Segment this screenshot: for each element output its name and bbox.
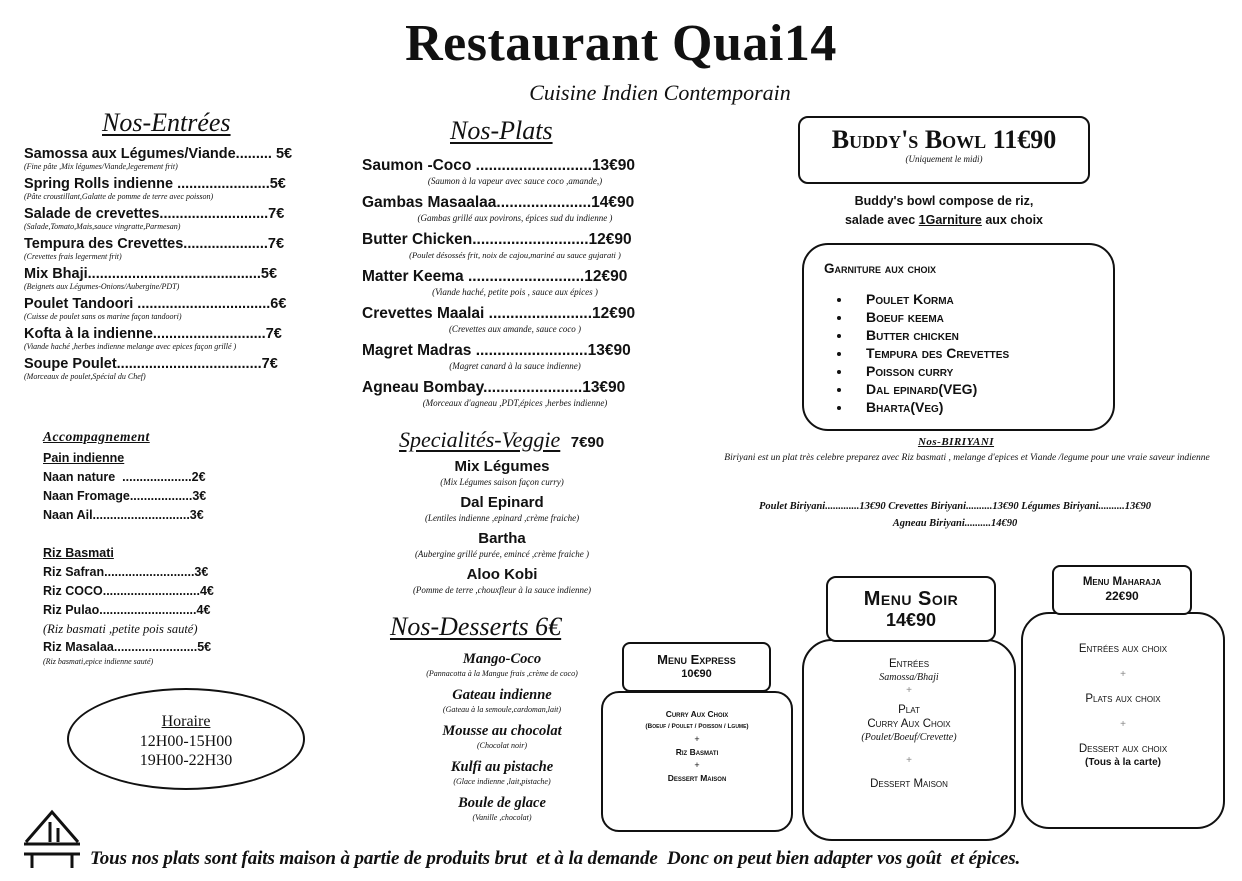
list-item: Mix Bhaji...........................................5€ (Beignets aux Légumes-Onions/Aubergine/PDT) <box>24 266 278 291</box>
list-item: Tempura des Crevettes.....................7€ (Crevettes frais legerment frit) <box>24 236 285 261</box>
menu-maharaja-title: Menu Maharaja <box>1082 576 1162 588</box>
buddy-bowl-title: Buddy's Bowl 11€90 <box>831 125 1057 154</box>
list-item: Kofta à la indienne............................7€ (Viande haché ,herbes indienne melange avec epices façon grillé ) <box>24 326 282 351</box>
list-item: • Boeuf keema <box>852 308 1113 326</box>
menu-soir-price: 14€90 <box>885 610 937 630</box>
menu-soir-l6: Dessert Maison <box>870 778 948 790</box>
menu-soir-l1: Entrées <box>888 658 930 670</box>
restaurant-subtitle: Cuisine Indien Contemporain <box>529 80 791 105</box>
garniture-list <box>804 290 1113 416</box>
list-item: Gateau indienne (Gateau à la semoule,cardoman,lait) <box>442 687 562 714</box>
restaurant-title: Restaurant Quai14 <box>405 15 837 72</box>
veggie-header <box>399 427 604 453</box>
menu-maharaja-header <box>1052 565 1192 615</box>
list-item: Mousse au chocolat (Chocolat noir) <box>442 723 562 750</box>
list-item: Crevettes Maalai ........................12€90 (Crevettes aux amande, sauce coco ) <box>362 305 636 334</box>
garniture-heading: Garniture aux choix <box>824 261 937 276</box>
horaire-line1: 12H00-15H00 <box>139 733 233 750</box>
entrees-heading: Nos-Entrées <box>102 108 231 137</box>
list-item: • Poulet Korma <box>852 290 1113 308</box>
list-item: • Bharta(Veg) <box>852 398 1113 416</box>
menu-soir-body: Entrées Samossa/Bhaji + Plat Curry Aux Choix (Poulet/Boeuf/Crevette) + Dessert Maison <box>802 639 1016 841</box>
biriyani-line1: Poulet Biriyani.............13€90 Crevettes Biriyani..........13€90 Légumes Biriyani..........13€90 <box>758 501 1151 512</box>
biriyani-heading: Nos-BIRIYANI <box>917 436 995 448</box>
menu-soir-header <box>826 576 996 642</box>
list-item: Agneau Bombay.......................13€90 (Morceaux d'agneau ,PDT,épices ,herbes indienne) <box>362 379 626 408</box>
veggie-heading: Specialités-Veggie <box>399 427 561 452</box>
list-item: Riz Masalaa........................5€ <box>43 640 212 654</box>
menu-soir-title: Menu Soir <box>863 588 959 610</box>
list-item: Soupe Poulet....................................7€ (Morceaux de poulet,Spécial du Chef) <box>24 356 278 381</box>
menu-express-body: Curry Aux Choix (Boeuf / Poulet / Poisson / Lgume) + Riz Basmati + Dessert Maison <box>601 691 793 832</box>
menu-maharaja-l2: Plats aux choix <box>1085 693 1161 705</box>
menu-express-l2: (Boeuf / Poulet / Poisson / Lgume) <box>645 723 749 730</box>
accompagnement-list <box>43 449 214 671</box>
list-item: Mix Légumes (Mix Légumes saison façon curry) <box>440 458 564 487</box>
menu-express-title: Menu Express <box>657 652 736 667</box>
buddy-bowl-box <box>798 116 1090 184</box>
menu-soir-l2: Samossa/Bhaji <box>879 672 939 683</box>
list-item: Naan Fromage..................3€ <box>43 489 207 503</box>
buddy-bowl-desc: Buddy's bowl compose de riz, salade avec 1Garniture aux choix <box>844 194 1044 227</box>
list-item: Riz Pulao............................4€ <box>43 603 211 617</box>
menu-maharaja-l3: Dessert aux choix <box>1078 743 1168 755</box>
menu-maharaja-body: Entrées aux choix + Plats aux choix + Dessert aux choix (Tous à la carte) <box>1021 612 1225 829</box>
list-item: Spring Rolls indienne .......................5€ (Pâte croustillant,Galatte de pomme de terre avec poisson) <box>24 176 286 201</box>
menu-express-l4: Dessert Maison <box>667 773 727 783</box>
list-item: Naan Ail............................3€ <box>43 508 204 522</box>
desserts-heading: Nos-Desserts 6€ <box>390 612 562 641</box>
list-item: Magret Madras ..........................13€90 (Magret canard à la sauce indienne) <box>362 342 631 371</box>
pain-heading: Pain indienne <box>43 451 125 465</box>
footer-note: Tous nos plats sont faits maison à partie de produits brut et à la demande Donc on peut bien adapter vos goût et épices. <box>90 848 1021 869</box>
plats-heading: Nos-Plats <box>450 116 553 145</box>
list-item: Salade de crevettes...........................7€ (Salade,Tomato,Mais,sauce vingratte,Parmesan) <box>24 206 285 231</box>
list-item: • Butter chicken <box>852 326 1113 344</box>
list-item: Gambas Masaalaa......................14€90 (Gambas grillé aux povirons, épices sud du indienne ) <box>362 194 635 223</box>
menu-express-l1: Curry Aux Choix <box>665 709 729 719</box>
list-item: Naan nature ....................2€ <box>43 470 206 484</box>
list-item: • Dal epinard(VEG) <box>852 380 1113 398</box>
riz-note: (Riz basmati ,petite pois sauté) <box>43 622 198 636</box>
plats-list <box>362 156 668 415</box>
menu-express-l3: Riz Basmati <box>675 747 719 757</box>
list-item: Saumon -Coco ...........................13€90 (Saumon à la vapeur avec sauce coco ,amande,) <box>362 157 636 186</box>
accompagnement-heading: Accompagnement <box>43 429 150 444</box>
veggie-price: 7€90 <box>570 434 605 451</box>
list-item: Butter Chicken...........................12€90 (Poulet désossés frit, noix de cajou,mariné au sauce gujarati ) <box>362 231 632 260</box>
list-item: Riz Safran..........................3€ <box>43 565 209 579</box>
menu-soir-l5: (Poulet/Boeuf/Crevette) <box>861 732 957 743</box>
list-item: Boule de glace (Vanille ,chocolat) <box>458 795 546 822</box>
biriyani-desc: Biriyani est un plat très celebre preparez avec Riz basmati , melange d'epices et Viande /legume pour une vraie saveur indienne <box>724 453 1210 463</box>
list-item: Mango-Coco (Pannacotta à la Mangue frais ,crème de coco) <box>426 651 578 678</box>
menu-express-price: 10€90 <box>681 668 712 680</box>
horaire-oval <box>67 688 305 790</box>
biriyani-line2: Agneau Biriyani..........14€90 <box>892 518 1018 529</box>
list-item: • Poisson curry <box>852 362 1113 380</box>
menu-soir-l3: Plat <box>898 704 920 716</box>
list-item: Samossa aux Légumes/Viande......... 5€ (Fine pâte ,Mix légumes/Viande,legerement frit) <box>24 146 293 171</box>
list-item: Aloo Kobi (Pomme de terre ,chouxfleur à la sauce indienne) <box>412 566 592 595</box>
menu-soir-l4: Curry Aux Choix <box>867 718 951 730</box>
menu-maharaja-l4: (Tous à la carte) <box>1085 757 1161 768</box>
list-item: Poulet Tandoori .................................6€ (Cuisse de poulet sans os marine façon tandoori) <box>24 296 287 321</box>
garniture-box <box>802 243 1115 431</box>
list-item: Dal Epinard (Lentiles indienne ,epinard ,crème fraiche) <box>424 494 580 523</box>
entrees-list <box>24 146 292 386</box>
veggie-list <box>362 458 642 602</box>
riz-heading: Riz Basmati <box>43 546 114 560</box>
biriyani-prices <box>700 498 1210 532</box>
menu-maharaja-l1: Entrées aux choix <box>1078 643 1168 655</box>
horaire-line2: 19H00-22H30 <box>139 752 233 769</box>
desserts-list <box>362 650 642 830</box>
list-item: Kulfi au pistache (Glace indienne ,lait,pistache) <box>450 759 554 786</box>
riz-masalaa-desc: (Riz basmati,epice indienne sauté) <box>43 657 154 666</box>
list-item: • Tempura des Crevettes <box>852 344 1113 362</box>
list-item: Bartha (Aubergine grillé purée, emincé ,crème fraiche ) <box>414 530 590 559</box>
menu-maharaja-price: 22€90 <box>1105 589 1139 603</box>
restaurant-logo-icon <box>20 806 84 870</box>
horaire-title: Horaire <box>161 713 211 730</box>
buddy-bowl-note: (Uniquement le midi) <box>905 154 983 164</box>
menu-express-header <box>622 642 771 692</box>
list-item: Matter Keema ...........................12€90 (Viande haché, petite pois , sauce aux épices ) <box>362 268 628 297</box>
list-item: Riz COCO............................4€ <box>43 584 214 598</box>
